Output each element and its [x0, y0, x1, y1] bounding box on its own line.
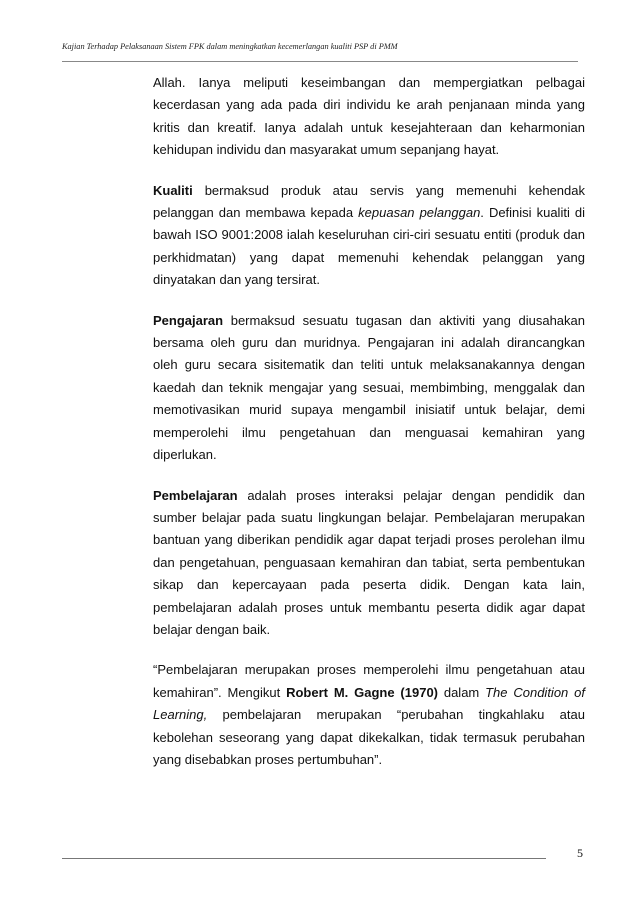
paragraph-pengajaran: [153, 310, 585, 467]
paragraph-allah: [153, 72, 585, 162]
paragraph-kualiti: [153, 180, 585, 292]
footer-divider: [62, 858, 546, 859]
term-pengajaran: Pengajaran: [153, 312, 224, 328]
document-body: [153, 72, 585, 789]
book-title: The Condition of Learning,: [153, 684, 585, 723]
author-citation: Robert M. Gagne (1970): [286, 684, 438, 700]
paragraph-text: dalam: [438, 684, 486, 700]
paragraph-text: Allah. Ianya meliputi keseimbangan dan mempergiatkan pelbagai kecerdasan yang ada pada diri individu ke arah penjanaan minda yang kritis dan kreatif. Ianya adalah untuk kesejahteraan dan keharmonian kehidupan individu dan masyarakat umum sepanjang hayat.: [153, 75, 585, 158]
paragraph-text: “Pembelajaran merupakan proses memperolehi ilmu pengetahuan atau kemahiran”. Mengikut: [153, 662, 585, 700]
paragraph-text: . Definisi kualiti di bawah ISO 9001:2008 ialah keseluruhan ciri-ciri sesuatu entiti (produk dan perkhidmatan) yang dapat memenuhi kehendak pelanggan yang dinyatakan dan yang tersirat.: [153, 205, 585, 288]
running-header: Kajian Terhadap Pelaksanaan Sistem FPK dalam meningkatkan kecemerlangan kualiti PSP di PMM: [62, 42, 398, 51]
emphasis-kepuasan-pelanggan: kepuasan pelanggan: [358, 205, 481, 221]
paragraph-pembelajaran: [153, 485, 585, 642]
header-divider: [62, 61, 578, 62]
paragraph-text: bermaksud sesuatu tugasan dan aktiviti yang diusahakan bersama oleh guru dan muridnya. Pengajaran ini adalah dirancangkan oleh guru secara sisitematik dan teliti untuk melaksanakannya dengan kaedah dan teknik mengajar yang sesuai, membimbing, menggalak dan memotivasikan murid supaya mengambil inisiatif untuk belajar, demi memperolehi ilmu pengetahuan dan menguasai kemahiran yang diperlukan.: [153, 312, 585, 463]
paragraph-text: pembelajaran merupakan “perubahan tingkahlaku atau kebolehan seseorang yang dapat dikekalkan, tidak termasuk perubahan yang disebabkan proses pertumbuhan”.: [153, 707, 585, 767]
term-pembelajaran: Pembelajaran: [153, 487, 238, 503]
paragraph-gagne-quote: [153, 659, 585, 771]
term-kualiti: Kualiti: [153, 182, 193, 198]
paragraph-text: adalah proses interaksi pelajar dengan pendidik dan sumber belajar pada suatu lingkungan belajar. Pembelajaran merupakan bantuan yang diberikan pendidik agar dapat terjadi proses perolehan ilmu dan pengetahuan, penguasaan kemahiran dan tabiat, serta pembentukan sikap dan kepercayaan pada peserta didik. Dengan kata lain, pembelajaran adalah proses untuk membantu peserta didik agar dapat belajar dengan baik.: [153, 487, 585, 637]
page-number: 5: [577, 846, 583, 860]
paragraph-text: bermaksud produk atau servis yang memenuhi kehendak pelanggan dan membawa kepada: [153, 182, 585, 221]
